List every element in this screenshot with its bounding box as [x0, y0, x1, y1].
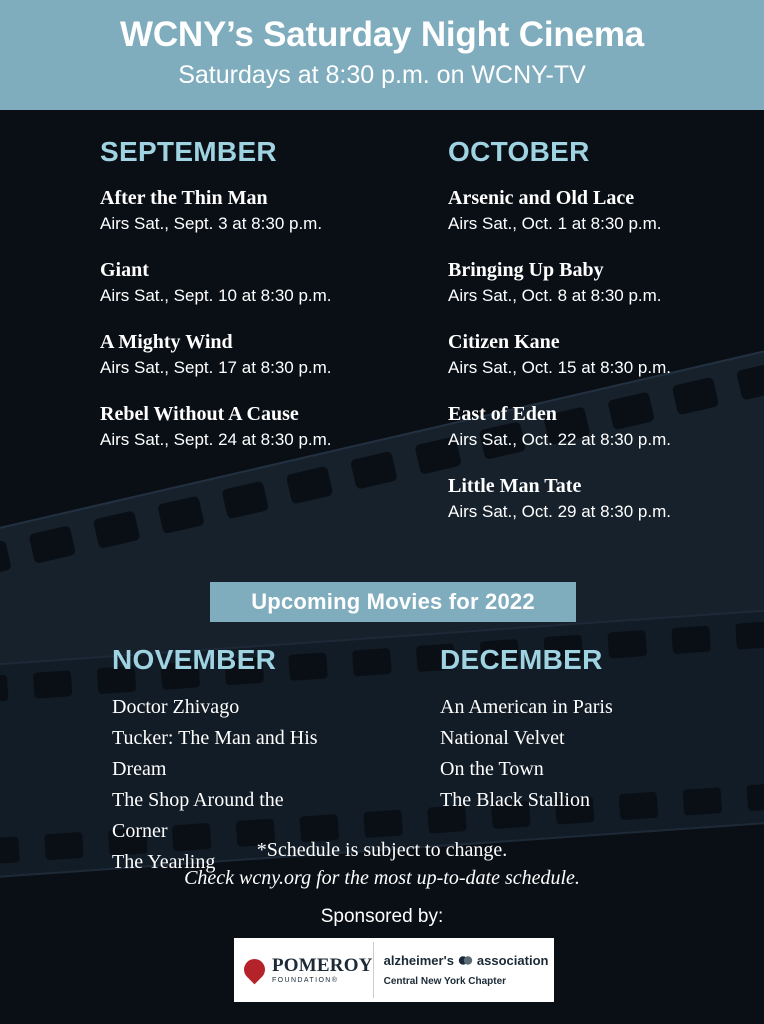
list-item: [100, 186, 344, 236]
movie-title: Rebel Without A Cause: [100, 403, 299, 425]
list-item: [100, 402, 344, 452]
movie-title: Doctor Zhivago: [112, 696, 240, 718]
movie-airtime: Airs Sat., Oct. 22 at 8:30 p.m.: [448, 430, 671, 449]
schedule-disclaimer: [0, 836, 764, 892]
movie-title: Citizen Kane: [448, 331, 560, 353]
alzheimers-brand-icon: [458, 953, 473, 968]
sponsored-by-label: Sponsored by:: [320, 906, 444, 927]
month-heading-november: NOVEMBER: [112, 644, 277, 675]
movie-title: After the Thin Man: [100, 187, 268, 209]
droplet-icon: [244, 955, 266, 985]
schedule-columns: [0, 136, 764, 546]
movie-title: Giant: [100, 259, 149, 281]
movie-airtime: Airs Sat., Oct. 15 at 8:30 p.m.: [448, 358, 671, 377]
poster-content: [0, 110, 764, 1024]
movie-title: An American in Paris: [440, 696, 613, 718]
movie-airtime: Airs Sat., Sept. 24 at 8:30 p.m.: [100, 430, 332, 449]
list-item: [448, 474, 764, 524]
disclaimer-line-1: *Schedule is subject to change.: [256, 839, 508, 861]
movie-title: The Black Stallion: [440, 789, 590, 811]
upcoming-movies-banner: [210, 582, 576, 622]
movie-title: Tucker: The Man and His Dream: [112, 727, 318, 780]
alzheimers-word: alzheimer's: [383, 953, 454, 968]
list-item: [100, 330, 344, 380]
movie-airtime: Airs Sat., Sept. 10 at 8:30 p.m.: [100, 286, 332, 305]
movie-airtime: Airs Sat., Oct. 1 at 8:30 p.m.: [448, 214, 662, 233]
month-heading-september: SEPTEMBER: [100, 136, 277, 167]
sponsor-logos: [234, 938, 554, 1002]
movie-title: National Velvet: [440, 727, 565, 749]
october-column: [344, 136, 764, 546]
page-header: [0, 0, 764, 110]
movie-title: Bringing Up Baby: [448, 259, 604, 281]
alzheimers-association-logo: [374, 953, 549, 987]
page-title: WCNY’s Saturday Night Cinema: [119, 15, 644, 54]
list-item: [448, 258, 764, 308]
page-subtitle: Saturdays at 8:30 p.m. on WCNY-TV: [178, 61, 586, 89]
movie-title: On the Town: [440, 758, 544, 780]
list-item: [448, 402, 764, 452]
upcoming-movies-label: Upcoming Movies for 2022: [251, 589, 535, 614]
poster-body: [0, 110, 764, 1024]
september-column: [0, 136, 344, 546]
pomeroy-name: POMEROY: [272, 955, 373, 976]
list-item: [448, 186, 764, 236]
pomeroy-foundation-logo: [244, 942, 374, 998]
month-heading-december: DECEMBER: [440, 644, 603, 675]
list-item: [448, 330, 764, 380]
month-heading-october: OCTOBER: [448, 136, 590, 167]
movie-airtime: Airs Sat., Oct. 8 at 8:30 p.m.: [448, 286, 662, 305]
movie-airtime: Airs Sat., Sept. 17 at 8:30 p.m.: [100, 358, 332, 377]
movie-title: The Shop Around the Corner: [112, 789, 284, 842]
movie-airtime: Airs Sat., Oct. 29 at 8:30 p.m.: [448, 502, 671, 521]
movie-title: Arsenic and Old Lace: [448, 187, 635, 209]
movie-title: A Mighty Wind: [100, 331, 233, 353]
alzheimers-chapter: Central New York Chapter: [383, 976, 507, 987]
movie-title: Little Man Tate: [448, 475, 582, 497]
pomeroy-subtitle: FOUNDATION®: [272, 977, 339, 984]
movie-airtime: Airs Sat., Sept. 3 at 8:30 p.m.: [100, 214, 323, 233]
association-word: association: [476, 953, 549, 968]
movie-title: The Yearling: [112, 851, 216, 873]
list-item: [100, 258, 344, 308]
disclaimer-line-2: Check wcny.org for the most up-to-date schedule.: [184, 867, 580, 889]
movie-title: East of Eden: [448, 403, 557, 425]
